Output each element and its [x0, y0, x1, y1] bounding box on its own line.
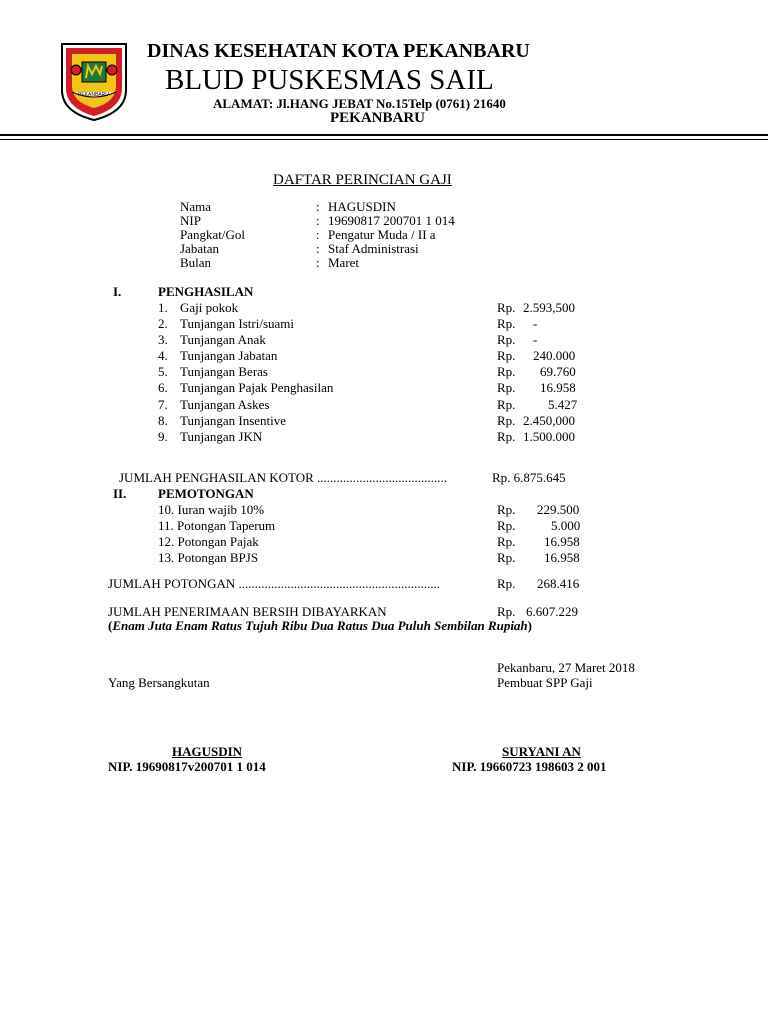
right-signatory-role: Pembuat SPP Gaji — [497, 675, 593, 690]
income-item-rp: Rp. — [497, 413, 516, 428]
deduction-item-amount: 5.000 — [551, 518, 581, 533]
income-item-label: Tunjangan Anak — [180, 332, 266, 347]
deduction-item-label: 13. Potongan BPJS — [158, 550, 259, 565]
income-item-amount: 16.958 — [540, 380, 576, 395]
income-item-rp: Rp. — [497, 364, 516, 379]
income-item-label: Tunjangan Istri/suami — [180, 316, 294, 331]
income-item-no: 1. — [158, 300, 168, 315]
income-item-label: Tunjangan Jabatan — [180, 348, 278, 363]
income-item-no: 8. — [158, 413, 168, 428]
deduction-item-rp: Rp. — [497, 502, 516, 517]
income-item-no: 4. — [158, 348, 168, 363]
net-pay-label: JUMLAH PENERIMAAN BERSIH DIBAYARKAN — [108, 604, 387, 619]
info-value-nip: 19690817 200701 1 014 — [328, 213, 455, 228]
income-item-label: Tunjangan Insentive — [180, 413, 287, 428]
income-item-rp: Rp. — [497, 332, 516, 347]
info-value-nama: HAGUSDIN — [328, 199, 396, 214]
income-item-amount: - — [533, 316, 538, 331]
info-label-nama: Nama — [180, 199, 212, 214]
deduction-item-amount: 229.500 — [537, 502, 580, 517]
info-label-pangkat: Pangkat/Gol — [180, 227, 245, 242]
deduction-item-label: 10. Iuran wajib 10% — [158, 502, 265, 517]
left-signatory-role: Yang Bersangkutan — [108, 675, 210, 690]
info-value-jabatan: Staf Administrasi — [328, 241, 419, 256]
right-signatory-nip: NIP. 19660723 198603 2 001 — [452, 759, 607, 774]
income-item-rp: Rp. — [497, 300, 516, 315]
header-address: ALAMAT: Jl.HANG JEBAT No.15Telp (0761) 21640 — [213, 96, 506, 111]
info-colon — [316, 255, 320, 270]
deduction-heading: PEMOTONGAN — [158, 486, 254, 501]
header-rule-thin — [0, 139, 768, 140]
info-label-nip: NIP — [180, 213, 201, 228]
total-deduction-rp: Rp. — [497, 576, 516, 591]
income-item-label: Gaji pokok — [180, 300, 239, 315]
income-item-amount: 2.593,500 — [523, 300, 575, 315]
deduction-item-label: 11. Potongan Taperum — [158, 518, 276, 533]
deduction-item-label: 12. Potongan Pajak — [158, 534, 259, 549]
income-item-rp: Rp. — [497, 397, 516, 412]
income-item-no: 9. — [158, 429, 168, 444]
income-item-label: Tunjangan Askes — [180, 397, 270, 412]
income-item-rp: Rp. — [497, 380, 516, 395]
income-item-no: 2. — [158, 316, 168, 331]
net-pay-rp: Rp. — [497, 604, 516, 619]
header-rule-thick — [0, 134, 768, 136]
income-item-no: 3. — [158, 332, 168, 347]
income-item-rp: Rp. — [497, 348, 516, 363]
gross-income-value: Rp. 6.875.645 — [492, 470, 566, 485]
right-signatory-name: SURYANI AN — [502, 744, 581, 759]
info-label-jabatan: Jabatan — [180, 241, 219, 256]
deduction-roman: II. — [113, 486, 127, 501]
logo-caption: PEKANBARU — [78, 92, 109, 98]
left-signatory-nip: NIP. 19690817v200701 1 014 — [108, 759, 266, 774]
logo — [58, 40, 130, 122]
income-item-amount: - — [533, 332, 538, 347]
income-item-label: Tunjangan Pajak Penghasilan — [180, 380, 334, 395]
deduction-item-rp: Rp. — [497, 518, 516, 533]
deduction-item-amount: 16.958 — [544, 534, 580, 549]
income-item-amount: 69.760 — [540, 364, 576, 379]
net-pay-words: (Enam Juta Enam Ratus Tujuh Ribu Dua Ratus Dua Puluh Sembilan Rupiah) — [108, 618, 533, 633]
deduction-item-rp: Rp. — [497, 550, 516, 565]
info-value-bulan: Maret — [328, 255, 360, 270]
info-colon — [316, 227, 320, 242]
income-item-amount: 1.500.000 — [523, 429, 575, 444]
income-item-label: Tunjangan Beras — [180, 364, 268, 379]
total-deduction-label: JUMLAH POTONGAN .............................................................. — [108, 576, 440, 591]
info-value-pangkat: Pengatur Muda / II a — [328, 227, 436, 242]
income-item-no: 7. — [158, 397, 168, 412]
net-pay-value: 6.607.229 — [526, 604, 578, 619]
info-colon — [316, 213, 320, 228]
header-agency: DINAS KESEHATAN KOTA PEKANBARU — [147, 40, 530, 62]
info-label-bulan: Bulan — [180, 255, 212, 270]
income-item-amount: 240.000 — [533, 348, 576, 363]
place-date: Pekanbaru, 27 Maret 2018 — [497, 660, 635, 675]
header-city: PEKANBARU — [330, 110, 426, 126]
income-item-amount: 2.450,000 — [523, 413, 575, 428]
info-colon — [316, 241, 320, 256]
income-item-rp: Rp. — [497, 429, 516, 444]
income-roman: I. — [113, 284, 122, 299]
income-item-amount: 5.427 — [548, 397, 578, 412]
income-item-rp: Rp. — [497, 316, 516, 331]
total-deduction-value: 268.416 — [537, 576, 580, 591]
deduction-item-amount: 16.958 — [544, 550, 580, 565]
info-colon — [316, 199, 320, 214]
income-item-label: Tunjangan JKN — [180, 429, 263, 444]
income-item-no: 5. — [158, 364, 168, 379]
deduction-item-rp: Rp. — [497, 534, 516, 549]
header-institution: BLUD PUSKESMAS SAIL — [165, 64, 494, 96]
left-signatory-name: HAGUSDIN — [172, 744, 243, 759]
income-item-no: 6. — [158, 380, 168, 395]
income-heading: PENGHASILAN — [158, 284, 254, 299]
document-title: DAFTAR PERINCIAN GAJI — [273, 172, 452, 188]
gross-income-label: JUMLAH PENGHASILAN KOTOR ........................................ — [119, 470, 448, 485]
